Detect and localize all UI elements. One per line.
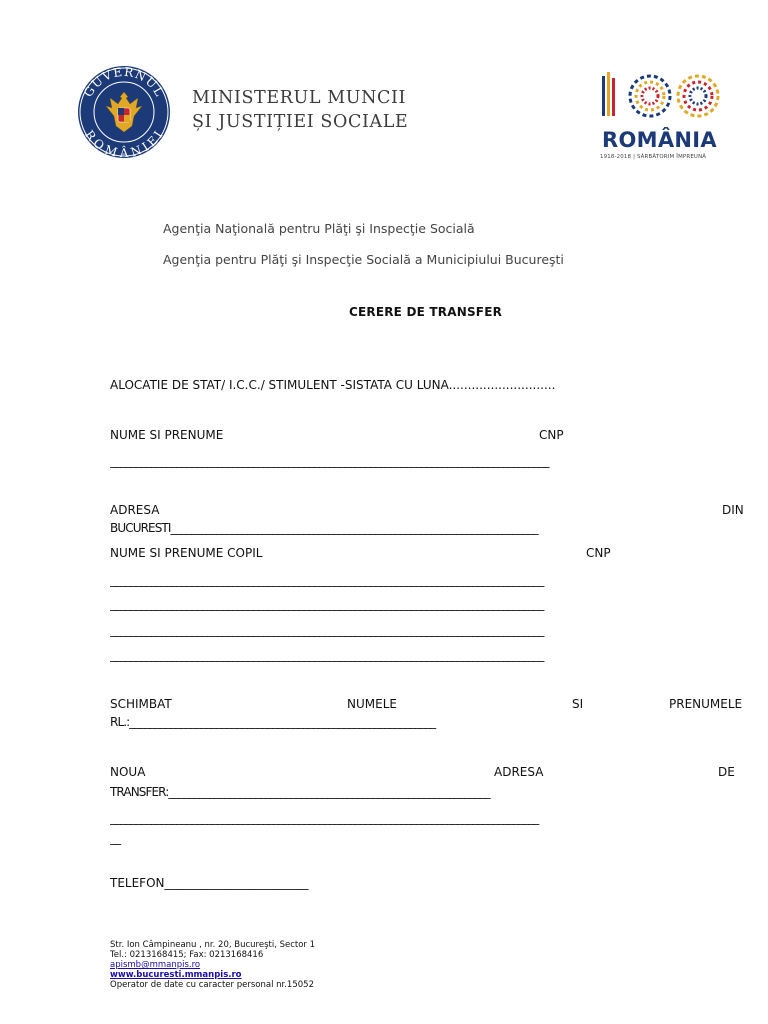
footer-address: Str. Ion Câmpineanu , nr. 20, Bucureşti, Sector 1 (110, 940, 316, 950)
nume-cnp-line[interactable]: ______________________________________________________________________________________ (110, 454, 549, 468)
child-line-4[interactable]: _____________________________________________________________________________________ (110, 648, 544, 662)
romania-centenary-logo (594, 68, 730, 164)
nume-copil-label: NUME SI PRENUME COPIL (110, 546, 263, 560)
cnp-label: CNP (539, 428, 564, 442)
bucuresti-address-line[interactable]: BUCURESTI________________________________________________________________________ (110, 521, 538, 535)
centenary-word: ROMÂNIA (602, 128, 717, 152)
child-line-1[interactable]: _____________________________________________________________________________________ (110, 573, 544, 587)
footer-website-link[interactable]: www.bucuresti.mmanpis.ro (110, 970, 242, 980)
si-label: SI (572, 697, 584, 711)
transfer-short-line[interactable]: __ (110, 831, 121, 845)
numele-label: NUMELE (347, 697, 397, 711)
rl-line[interactable]: RL.:____________________________________________________________ (110, 715, 436, 729)
footer-email-link[interactable]: apismb@mmanpis.ro (110, 960, 201, 970)
form-title: CERERE DE TRANSFER (349, 305, 503, 319)
centenary-100-icon (594, 68, 730, 128)
de-label: DE (718, 765, 735, 779)
telefon-field[interactable]: TELEFON________________________ (110, 876, 309, 890)
agency-bucharest: Agenţia pentru Plăţi şi Inspecţie Socială a Municipiului Bucureşti (163, 252, 564, 267)
transfer-line[interactable]: TRANSFER:_______________________________________________________________ (110, 785, 490, 799)
ministry-name-line1: MINISTERUL MUNCII (192, 88, 406, 108)
agency-national: Agenţia Naţională pentru Plăţi şi Inspecţie Socială (163, 221, 475, 236)
adresa-noua-label: ADRESA (494, 765, 544, 779)
din-label: DIN (722, 503, 744, 517)
transfer-continuation-line[interactable]: ____________________________________________________________________________________ (110, 811, 539, 825)
adresa-label: ADRESA (110, 503, 160, 517)
ministry-name (192, 86, 408, 134)
footer-operator: Operator de date cu caracter personal nr.15052 (110, 980, 314, 990)
prenumele-label: PRENUMELE (669, 697, 743, 711)
seal-top-text: GUVERNUL (81, 64, 168, 100)
child-line-2[interactable]: _____________________________________________________________________________________ (110, 597, 544, 611)
schimbat-label: SCHIMBAT (110, 697, 172, 711)
centenary-subtitle: 1918-2018 | SĂRBĂTORIM ÎMPREUNĂ (600, 154, 707, 160)
nume-prenume-label: NUME SI PRENUME (110, 428, 224, 442)
noua-label: NOUA (110, 765, 146, 779)
footer (110, 940, 315, 990)
seal-bottom-text: ROMÂNIEI (82, 127, 167, 160)
child-line-3[interactable]: _____________________________________________________________________________________ (110, 623, 544, 637)
ministry-logo (58, 46, 409, 174)
alocatie-field[interactable]: ALOCATIE DE STAT/ I.C.C./ STIMULENT -SISTATA CU LUNA............................ (110, 378, 556, 392)
footer-phone: Tel.: 0213168415; Fax: 0213168416 (110, 950, 264, 960)
cnp-copil-label: CNP (586, 546, 611, 560)
ministry-name-line2: ȘI JUSTIȚIEI SOCIALE (192, 112, 409, 132)
government-seal-icon (76, 64, 172, 160)
